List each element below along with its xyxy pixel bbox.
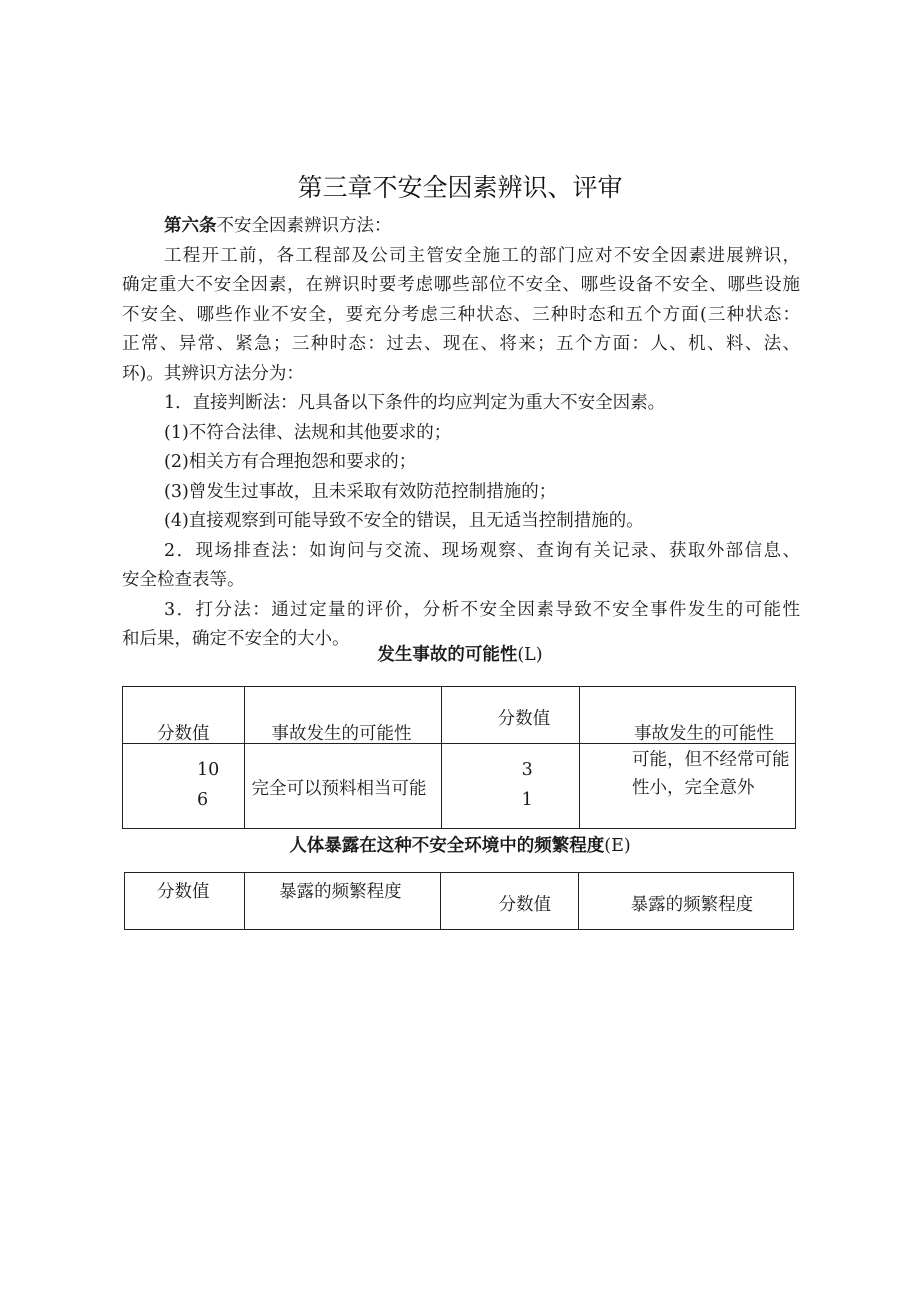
score-value: 6 [197,790,209,810]
header-score-label: 分数值 [157,724,210,744]
header-likelihood-label: 事故发生的可能性 [633,724,774,744]
method2-line1: 2．现场排查法：如询问与交流、现场观察、查询有关记录、获取外部信息、 [164,540,800,561]
table-header-cell [578,873,793,930]
header-likelihood-label: 事故发生的可能性 [271,724,412,744]
table-header-cell [441,687,579,744]
table-exposure [124,872,794,930]
table-header-cell [579,687,795,744]
score-value: 10 [197,760,220,780]
table-cell [441,744,579,829]
method1-item: (4)直接观察到可能导致不安全的错误，且无适当控制措施的。 [164,511,644,531]
table-header-row [125,873,794,930]
method2-line2: 安全检查表等。 [122,570,245,590]
table-row [123,744,796,829]
table-header-row [123,687,796,744]
header-exposure-label: 暴露的频繁程度 [630,895,754,915]
table-header-cell [245,873,441,930]
method1-item: (2)相关方有合理抱怨和要求的； [164,452,417,472]
table-l-title-suffix: (L) [517,645,543,665]
header-exposure-label: 暴露的频繁程度 [279,882,402,902]
table-cell [245,744,441,829]
method1-item: (3)曾发生过事故，且未采取有效防范控制措施的； [164,481,557,502]
article-lead: 第六条 [164,216,217,236]
article-title: 不安全因素辨识方法： [216,216,392,236]
table-e-title [0,832,920,857]
likelihood-description: 性小，完全意外 [631,778,755,798]
table-header-cell [123,687,245,744]
table-e-title-suffix: (E) [604,836,631,856]
paragraph1-line2: 确定重大不安全因素，在辨识时要考虑哪些部位不安全、哪些设备不安全、哪些设施 [122,275,800,295]
method1-heading: 1．直接判断法：凡具备以下条件的均应判定为重大不安全因素。 [164,393,666,413]
table-header-cell [125,873,245,930]
likelihood-description: 完全可以预料相当可能 [251,779,427,799]
table-likelihood [122,686,796,829]
table-l-title [0,641,920,666]
table-cell [579,744,795,829]
header-score-label: 分数值 [498,895,552,915]
header-score-label: 分数值 [497,709,551,729]
table-cell [123,744,245,829]
paragraph1-line1: 工程开工前，各工程部及公司主管安全施工的部门应对不安全因素进展辨识， [164,245,800,266]
table-e-title-text: 人体暴露在这种不安全环境中的频繁程度 [289,836,605,856]
article-heading [122,212,800,242]
score-value: 1 [521,790,533,810]
paragraph1-line5: 环)。其辨识方法分为： [122,363,304,384]
method3-line1: 3．打分法：通过定量的评价，分析不安全因素导致不安全事件发生的可能性 [164,599,800,620]
score-value: 3 [521,760,533,780]
likelihood-description: 可能，但不经常可能 [631,750,790,770]
paragraph1-line4: 正常、异常、紧急；三种时态：过去、现在、将来；五个方面：人、机、料、法、 [122,334,800,354]
table-l-title-text: 发生事故的可能性 [377,645,518,665]
header-score-label: 分数值 [157,882,210,902]
chapter-title: 第三章不安全因素辨识、评审 [297,173,623,202]
body-text [122,212,800,655]
table-header-cell [245,687,441,744]
method3-line2: 和后果，确定不安全的大小。 [122,629,350,649]
method1-item: (1)不符合法律、法规和其他要求的； [164,422,452,443]
table-header-cell [440,873,578,930]
paragraph1-line3: 不安全、哪些作业不安全，要充分考虑三种状态、三种时态和五个方面(三种状态： [122,304,800,325]
